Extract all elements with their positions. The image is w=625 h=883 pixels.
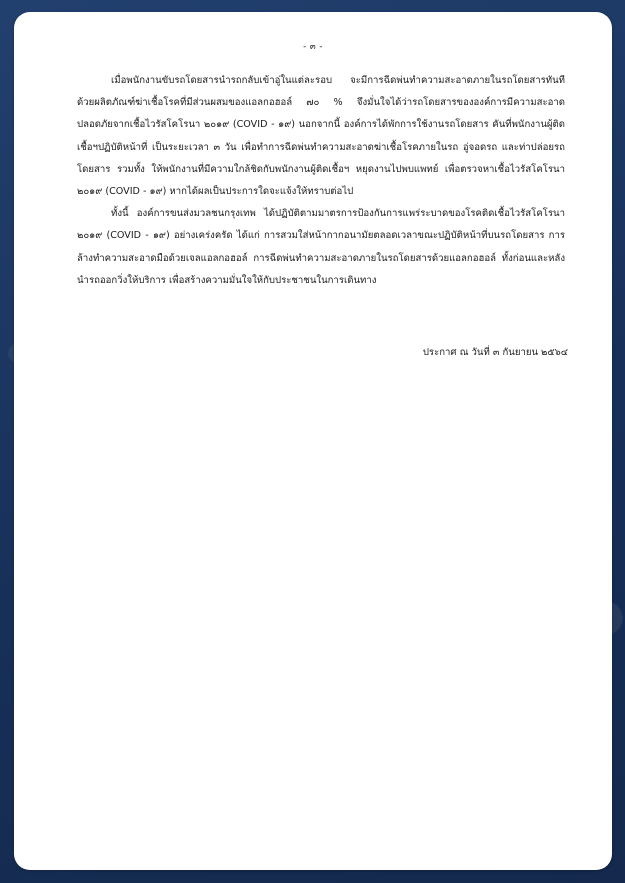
page-number: - ๓ - [303,42,323,52]
document-body [77,70,565,292]
announcement-date: ประกาศ ณ วันที่ ๓ กันยายน ๒๕๖๔ [422,347,568,358]
paragraph-prevention-measures: ทั้งนี้ องค์การขนส่งมวลชนกรุงเทพ ได้ปฏิบัติตามมาตรการป้องกันการแพร่ระบาดของโรคติดเชื้อไวรัสโคโรนา ๒๐๑๙ (COVID - ๑๙) อย่างเคร่งครัด ได้แก่ การสวมใส่หน้ากากอนามัยตลอดเวลาขณะปฏิบัติหน้าที่บนรถโดยสาร การล้างทำความสะอาดมือด้วยเจลแอลกอฮอล์ การฉีดพ่นทำความสะอาดภายในรถโดยสารด้วยแอลกอฮอล์ ทั้งก่อนและหลังนำรถออกวิ่งให้บริการ เพื่อสร้างความมั่นใจให้กับประชาชนในการเดินทาง [77,208,565,286]
paragraph-cleaning-measures: เมื่อพนักงานขับรถโดยสารนำรถกลับเข้าอู่ในแต่ละรอบ จะมีการฉีดพ่นทำความสะอาดภายในรถโดยสารทันทีด้วยผลิตภัณฑ์ฆ่าเชื้อโรคที่มีส่วนผสมของแอลกอฮอล์ ๗๐ % จึงมั่นใจได้ว่ารถโดยสารขององค์การมีความสะอาด ปลอดภัยจากเชื้อไวรัสโคโรนา ๒๐๑๙ (COVID - ๑๙) นอกจากนี้ องค์การได้พักการใช้งานรถโดยสาร คันที่พนักงานผู้ติดเชื้อฯปฏิบัติหน้าที่ เป็นระยะเวลา ๓ วัน เพื่อทำการฉีดพ่นทำความสะอาดฆ่าเชื้อโรคภายในรถ อู่จอดรถ และท่าปล่อยรถโดยสาร รวมทั้ง ให้พนักงานที่มีความใกล้ชิดกับพนักงานผู้ติดเชื้อฯ หยุดงานไปพบแพทย์ เพื่อตรวจหาเชื้อไวรัสโคโรนา ๒๐๑๙ (COVID - ๑๙) หากได้ผลเป็นประการใดจะแจ้งให้ทราบต่อไป [77,75,565,198]
document-page [14,12,612,870]
